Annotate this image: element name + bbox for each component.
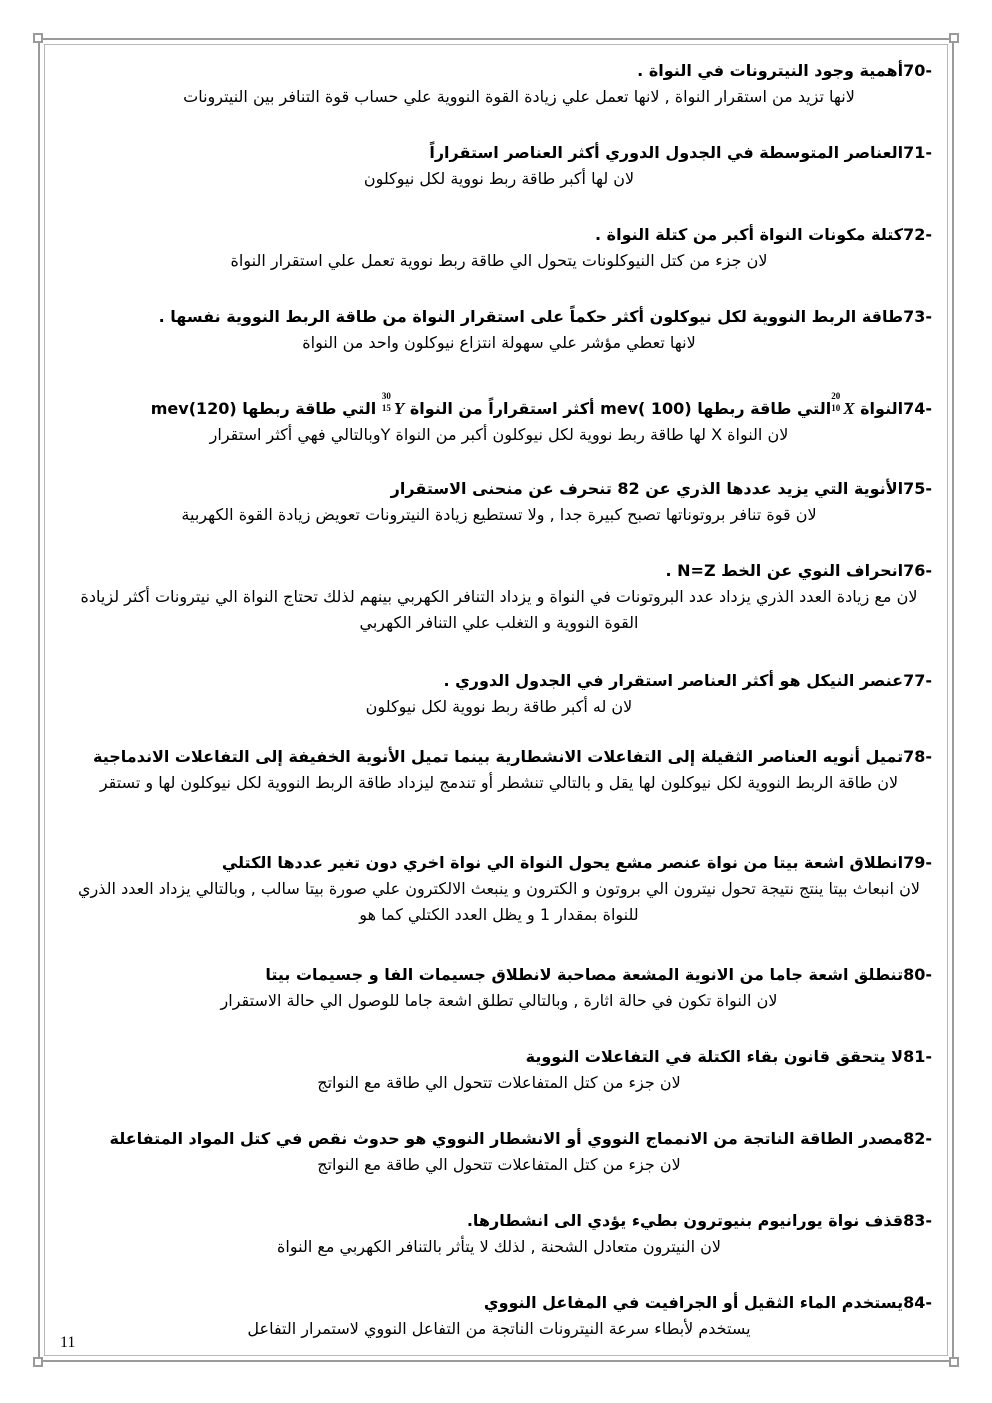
answer: لان قوة تنافر بروتوناتها تصبح كبيرة جدا , ولا تستطيع زيادة النيترونات تعويض زيادة القوة الكهربية bbox=[181, 505, 817, 524]
border-corner-bottom-right bbox=[949, 1357, 959, 1367]
question: 72-كتلة مكونات النواة أكبر من كتلة النواة . bbox=[595, 225, 932, 244]
question: 80-تنطلق اشعة جاما من الانوية المشعة مصاحبة لانطلاق جسيمات الفا و جسيمات بيتا bbox=[265, 965, 932, 984]
border-corner-top-right bbox=[949, 33, 959, 43]
question: 83-قذف نواة يورانيوم بنيوترون بطيء يؤدي الى انشطارها. bbox=[466, 1211, 932, 1230]
nuclide-x: 20 10 X bbox=[831, 391, 855, 418]
questions-list bbox=[62, 58, 936, 1350]
question: 70-أهمية وجود النيترونات في النواة . bbox=[637, 61, 932, 80]
item-74 bbox=[62, 392, 936, 476]
question: 74-النواة 20 10 Xالتي طاقة ربطها mev( 100) أكثر استقراراً من النواة 30 15 Y التي طاقة ربطها mev(120) bbox=[62, 396, 936, 422]
question: 77-عنصر النيكل هو أكثر العناصر استقرار في الجدول الدوري . bbox=[443, 671, 932, 690]
item-81 bbox=[62, 1044, 936, 1126]
question: 82-مصدر الطاقة الناتجة من الانمماج النووي أو الانشطار النووي هو حدوث نقص في كتل المواد المتفاعلة bbox=[109, 1129, 932, 1148]
question: 71-العناصر المتوسطة في الجدول الدوري أكثر العناصر استقراراً bbox=[429, 143, 932, 162]
item-75 bbox=[62, 476, 936, 558]
border-corner-top-left bbox=[33, 33, 43, 43]
answer: لان جزء من كتل النيوكلونات يتحول الي طاقة ربط نووية تعمل علي استقرار النواة bbox=[230, 251, 768, 270]
answer: لان النيترون متعادل الشحنة , لذلك لا يتأثر بالتنافر الكهربي مع النواة bbox=[277, 1237, 721, 1256]
answer: لانها تزيد من استقرار النواة , لانها تعمل علي زيادة القوة النووية علي حساب قوة التنافر بين النيترونات bbox=[183, 87, 855, 106]
answer: لان جزء من كتل المتفاعلات تتحول الي طاقة مع النواتج bbox=[317, 1155, 681, 1174]
answer: لان النواة X لها طاقة ربط نووية لكل نيوكلون أكبر من النواة Yوبالتالي فهي أكثر استقرار bbox=[209, 425, 789, 444]
item-73 bbox=[62, 304, 936, 392]
answer: لان النواة تكون في حالة اثارة , وبالتالي تطلق اشعة جاما للوصول الي حالة الاستقرار bbox=[220, 991, 778, 1010]
item-84 bbox=[62, 1290, 936, 1350]
border-corner-bottom-left bbox=[33, 1357, 43, 1367]
item-79 bbox=[62, 850, 936, 962]
item-71 bbox=[62, 140, 936, 222]
answer: يستخدم لأبطاء سرعة النيترونات الناتجة من التفاعل النووي لاستمرار التفاعل bbox=[247, 1319, 751, 1338]
question: 84-يستخدم الماء الثقيل أو الجرافيت في المفاعل النووي bbox=[483, 1293, 932, 1312]
answer: لان انبعاث بيتا ينتج نتيجة تحول نيترون الي بروتون و الكترون و ينبعث الالكترون علي صورة بيتا سالب , وبالتالي يزداد العدد الذري للنواة بمقدار 1 و يظل العدد الكتلي كما هو bbox=[78, 879, 920, 924]
item-80 bbox=[62, 962, 936, 1044]
answer: لان طاقة الربط النووية لكل نيوكلون لها يقل و بالتالي تنشطر أو تندمج ليزداد طاقة الربط النووية لكل نيوكلون لها و تستقر bbox=[99, 773, 899, 792]
item-76 bbox=[62, 558, 936, 668]
item-70 bbox=[62, 58, 936, 140]
question: 78-تميل أنويه العناصر الثقيلة إلى التفاعلات الانشطارية بينما تميل الأنوية الخفيفة إلى التفاعلات الاندماجية bbox=[93, 747, 932, 766]
item-83 bbox=[62, 1208, 936, 1290]
question: 75-الأنوية التي يزيد عددها الذري عن 82 تنحرف عن منحنى الاستقرار bbox=[390, 479, 932, 498]
question: 76-انحراف النوي عن الخط N=Z . bbox=[665, 561, 932, 580]
question: 81-لا يتحقق قانون بقاء الكتلة في التفاعلات النووية bbox=[525, 1047, 932, 1066]
answer: لان له أكبر طاقة ربط نووية لكل نيوكلون bbox=[365, 697, 633, 716]
answer: لان مع زيادة العدد الذري يزداد عدد البروتونات في النواة و يزداد التنافر الكهربي بينهم لذلك تحتاج النواة الي نيترونات أكثر لزيادة القوة النووية و التغلب علي التنافر الكهربي bbox=[80, 587, 918, 632]
question: 79-انطلاق اشعة بيتا من نواة عنصر مشع يحول النواة الي نواة اخري دون تغير عددها الكتلي bbox=[221, 853, 932, 872]
answer: لان جزء من كتل المتفاعلات تتحول الي طاقة مع النواتج bbox=[317, 1073, 681, 1092]
item-77 bbox=[62, 668, 936, 744]
page-number: 11 bbox=[60, 1334, 76, 1351]
item-82 bbox=[62, 1126, 936, 1208]
item-72 bbox=[62, 222, 936, 304]
question: 73-طاقة الربط النووية لكل نيوكلون أكثر حكماً على استقرار النواة من طاقة الربط النووية نفسها . bbox=[158, 307, 932, 326]
answer: لانها تعطي مؤشر علي سهولة انتزاع نيوكلون واحد من النواة bbox=[302, 333, 696, 352]
item-78 bbox=[62, 744, 936, 850]
nuclide-y: 30 15 Y bbox=[381, 391, 405, 418]
answer: لان لها أكبر طاقة ربط نووية لكل نيوكلون bbox=[363, 169, 635, 188]
